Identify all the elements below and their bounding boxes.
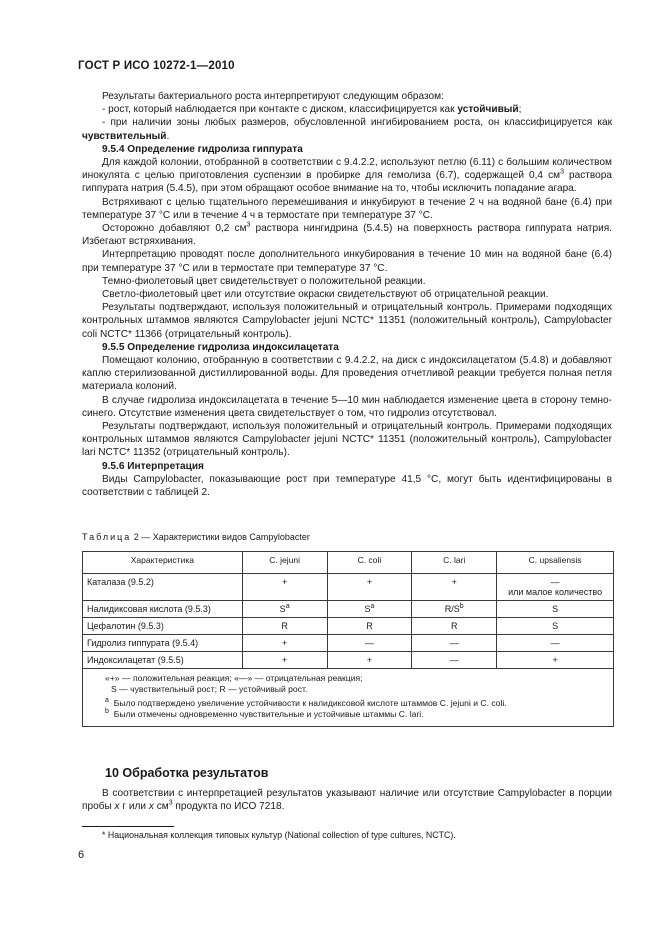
column-header: C. coli [327, 552, 412, 574]
paragraph: Виды Campylobacter, показывающие рост при температуре 41,5 °С, могут быть идентифицированы в соответствии с таблицей 2. [82, 473, 612, 499]
table-row [83, 618, 614, 635]
column-header: Характеристика [83, 552, 243, 574]
table-cell: + [327, 574, 412, 601]
table-cell: + [497, 652, 614, 669]
table-cell: R [242, 618, 327, 635]
table-cell: $R/S^b$ [412, 601, 497, 618]
paragraph: Осторожно добавляют 0,2 $см^3$ раствора нингидрина (5.4.5) на поверхность раствора гиппурата натрия. Избегают встряхивания. [82, 221, 612, 248]
paragraph: В соответствии с интерпретацией результатов указывают наличие или отсутствие Campylobacter в порции пробы x г или x $см^3$ продукта по ИСО 7218. [82, 788, 612, 813]
paragraph: Для каждой колонии, отобранной в соответствии с 9.4.2.2, используют петлю (6.11) с большим количеством инокулята с целью приготовления суспензии в пробирке для гемолиза (6.7), содержащей 0,4 $см^3$ раствора гиппурата натрия (5.4.5), при этом обращают особое внимание на то, чтобы исключить попадание агара. [82, 157, 612, 195]
paragraph: Светло-фиолетовый цвет или отсутствие окраски свидетельствуют об отрицательной реакции. [102, 289, 549, 301]
paragraph: Интерпретацию проводят после дополнительного инкубирования в течение 10 мин на водяной бане (6.4) при температуре 37 °С или в термостате при температуре 37 °С. [82, 249, 612, 274]
paragraph: Результаты бактериального роста интерпретируют следующим образом: [102, 91, 444, 102]
table-cell: Цефалотин (9.5.3) [83, 618, 243, 635]
paragraph: В случае гидролиза индоксилацетата в течение 5—10 мин наблюдается изменение цвета в сторону темно-синего. Отсутствие изменения цвета свидетельствует о том, что гидролиз отсутствовал. [82, 394, 612, 419]
paragraph: - рост, который наблюдается при контакте с диском, классифицируется как устойчивый; [102, 104, 522, 116]
document-header: ГОСТ Р ИСО 10272-1—2010 [78, 60, 235, 72]
table-legend: «+» — положительная реакция; «—» — отрицательная реакция; [105, 673, 363, 683]
paragraph: Помещают колонию, отобранную в соответствии с 9.4.2.2, на диск с индоксилацетатом (5.4.8) и добавляют каплю стерилизованной дистиллированной воды. Для проведения отчетливой реакции требуется полная петля материала колоний. [82, 355, 612, 393]
table-notes-row [83, 669, 614, 727]
table-cell: $S^a$ [327, 601, 412, 618]
table-cell: S [497, 618, 614, 635]
column-header: C. lari [412, 552, 497, 574]
table-cell: Гидролиз гиппурата (9.5.4) [83, 635, 243, 652]
table-row [83, 635, 614, 652]
column-header: C. upsaliensis [497, 552, 614, 574]
table-notes [83, 669, 614, 727]
table-note-a: $^a$ Было подтверждено увеличение устойчивости к налидиксовой кислоте штаммов C. jejuni и C. coli. [105, 697, 507, 708]
section-heading-9-5-6: 9.5.6 Интерпретация [102, 460, 204, 472]
table-cell: S [497, 601, 614, 618]
page-number: 6 [78, 849, 85, 861]
table-cell: + [242, 574, 327, 601]
paragraph: Результаты подтверждают, используя положительный и отрицательный контроль. Примерами подходящих контрольных штаммов являются Campylobacter jejuni NCTC* 11351 (положительный контроль), Campylobacter lari NCTC* 11352 (отрицательный контроль). [82, 421, 612, 459]
table-cell: — [497, 635, 614, 652]
paragraph: Темно-фиолетовый цвет свидетельствует о положительной реакции. [102, 275, 426, 287]
table-cell: + [242, 635, 327, 652]
table-row [83, 652, 614, 669]
section-heading-9-5-5: 9.5.5 Определение гидролиза индоксилацетата [102, 341, 339, 353]
table-note-b: $^b$ Были отмечены одновременно чувствительные и устойчивые штаммы C. lari. [105, 708, 424, 719]
table-cell: Каталаза (9.5.2) [83, 574, 243, 601]
table-cell: + [327, 652, 412, 669]
table-legend: S — чувствительный рост; R — устойчивый рост. [111, 684, 308, 694]
table-cell: R [327, 618, 412, 635]
paragraph: Встряхивают с целью тщательного перемешивания и инкубируют в течение 2 ч на водяной бане (6.4) при температуре 37 °С или в течение 4 ч в термостате при температуре 37 °С. [82, 196, 612, 221]
column-header: C. jejuni [242, 552, 327, 574]
table-cell: — [327, 635, 412, 652]
footnote: * Национальная коллекция типовых культур (National collection of type cultures, NCTC). [102, 830, 456, 840]
table-cell: — или малое количество [497, 574, 614, 601]
table-cell: Налидиксовая кислота (9.5.3) [83, 601, 243, 618]
table-row [83, 574, 614, 601]
table-caption: Таблица 2 — Характеристики видов Campylobacter [82, 532, 310, 542]
campylobacter-characteristics-table [82, 551, 614, 727]
table-cell: R [412, 618, 497, 635]
table-cell: — [412, 635, 497, 652]
paragraph: - при наличии зоны любых размеров, обусловленной ингибированием роста, он классифицируется как чувствительный. [82, 117, 612, 142]
footnote-divider [82, 826, 174, 827]
table-cell: Индоксилацетат (9.5.5) [83, 652, 243, 669]
table-cell: + [242, 652, 327, 669]
table-cell: — [412, 652, 497, 669]
section-heading-10: 10 Обработка результатов [105, 766, 269, 780]
table-cell: + [412, 574, 497, 601]
document-body [82, 90, 612, 499]
paragraph: Результаты подтверждают, используя положительный и отрицательный контроль. Примерами подходящих контрольных штаммов являются Campylobacter jejuni NCTC* 11351 (положительный контроль), Campylobacter coli NCTC* 11366 (отрицательный контроль). [82, 302, 612, 340]
table-header-row [83, 552, 614, 574]
section-heading-9-5-4: 9.5.4 Определение гидролиза гиппурата [102, 143, 303, 155]
table-row [83, 601, 614, 618]
table-cell: $S^a$ [242, 601, 327, 618]
